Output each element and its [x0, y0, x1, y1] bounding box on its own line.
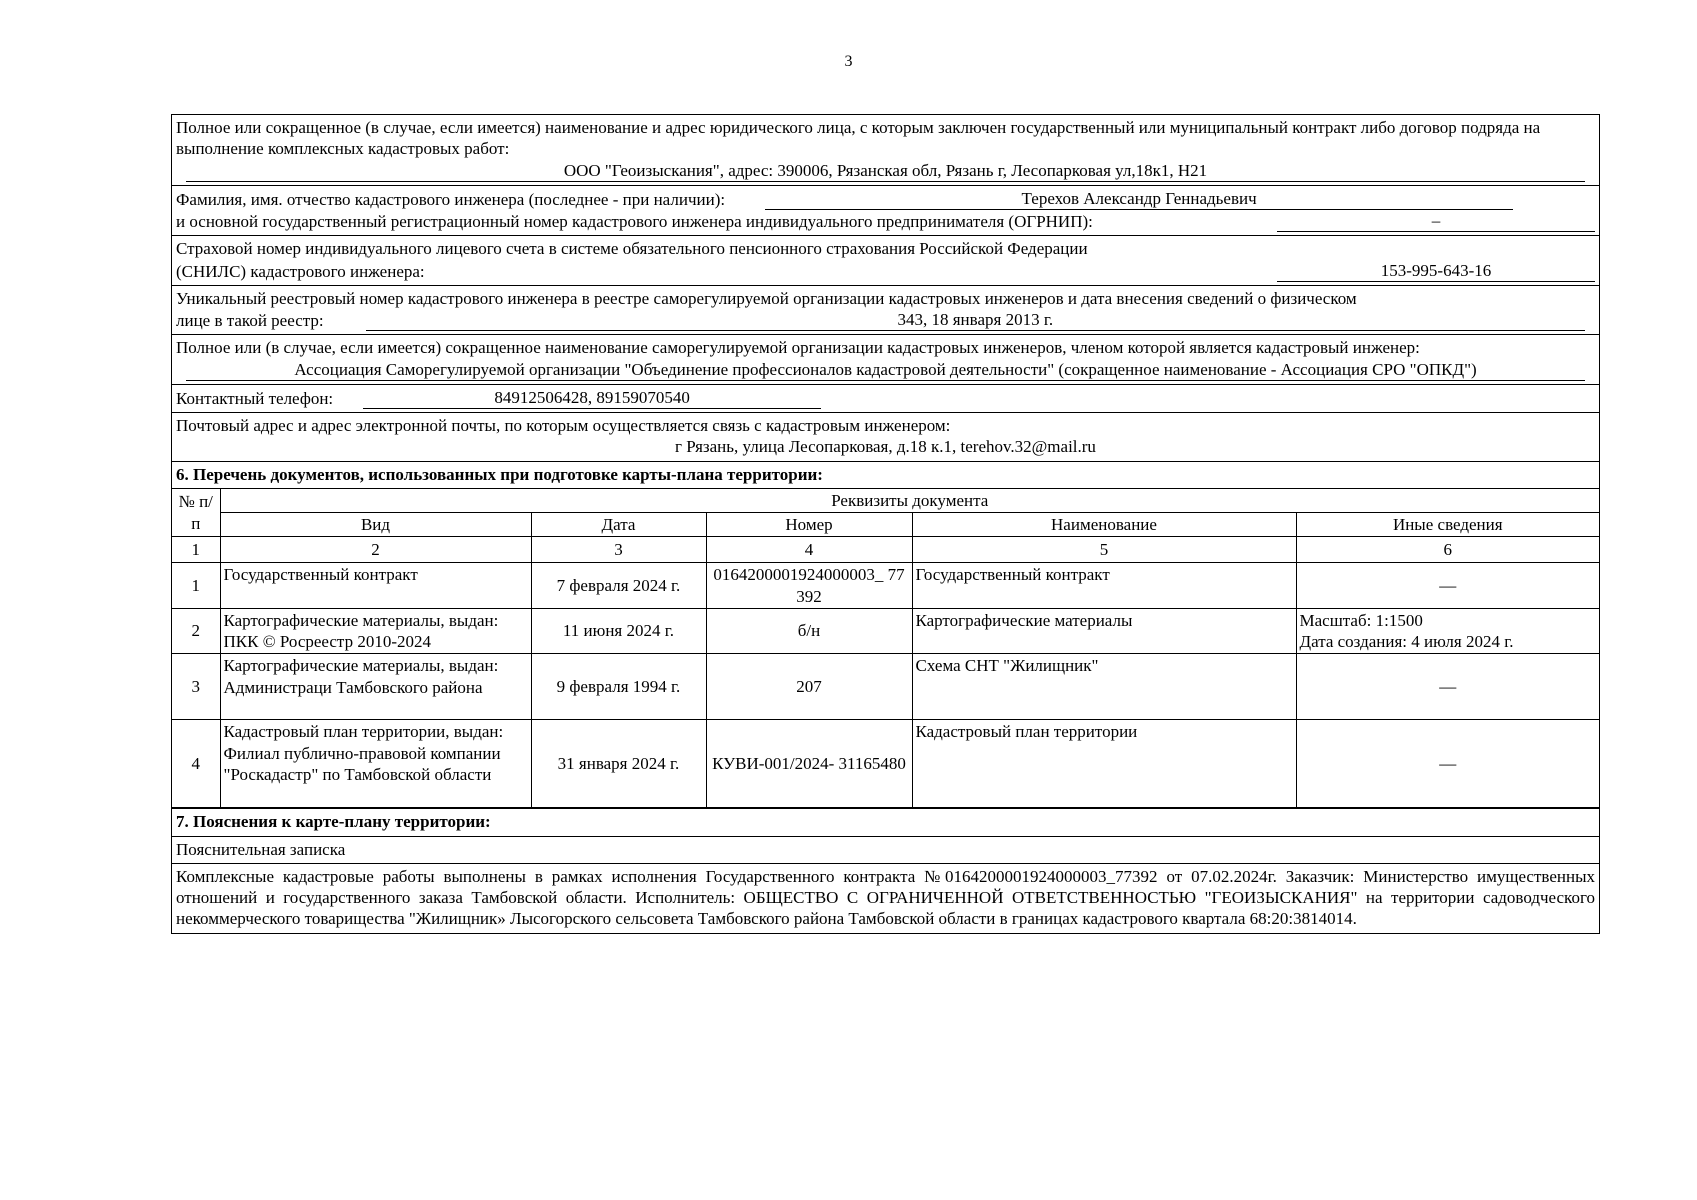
column-numbers-row — [172, 537, 1599, 563]
row-other: — — [1296, 654, 1599, 720]
row-name: Кадастровый план территории — [912, 720, 1296, 808]
requisites-header: Реквизиты документа — [220, 489, 1599, 513]
sro-value: Ассоциация Саморегулируемой организации "Объединение профессионалов кадастровой деятельности" (сокращенное наименование - Ассоциация СРО "ОПКД") — [186, 359, 1585, 381]
contract-party-value: ООО "Геоизыскания", адрес: 390006, Рязанская обл, Рязань г, Лесопарковая ул,18к1, Н21 — [186, 160, 1585, 182]
sro-label: Полное или (в случае, если имеется) сокращенное наименование саморегулируемой организации кадастровых инженеров, членом которой является кадастровый инженер: — [176, 338, 1420, 358]
col-number-cell: 2 — [220, 537, 531, 563]
snils-label-line2: (СНИЛС) кадастрового инженера: — [176, 261, 425, 281]
row-kind: Картографические материалы, выдан: Администраци Тамбовского района — [220, 654, 531, 720]
section6-title: 6. Перечень документов, использованных при подготовке карты-плана территории: — [172, 462, 1599, 489]
row-name: Схема СНТ "Жилищник" — [912, 654, 1296, 720]
row-number: 207 — [706, 654, 912, 720]
phone-value: 84912506428, 89159070540 — [363, 387, 821, 409]
table-row — [172, 654, 1599, 720]
table-row — [172, 563, 1599, 609]
col-number-cell: 3 — [531, 537, 706, 563]
row-kind: Государственный контракт — [220, 563, 531, 609]
documents-table — [172, 489, 1599, 809]
registry-label-line2: лице в такой реестр: — [176, 311, 324, 330]
row-date: 31 января 2024 г. — [531, 720, 706, 808]
section7-title: 7. Пояснения к карте-плану территории: — [172, 809, 1599, 836]
row-other — [1296, 608, 1599, 654]
phone-label: Контактный телефон: — [176, 388, 334, 408]
row-number: КУВИ-001/2024- 31165480 — [706, 720, 912, 808]
col-date-header: Дата — [531, 513, 706, 537]
table-row — [172, 720, 1599, 808]
row-number: 0164200001924000003_ 77392 — [706, 563, 912, 609]
row-num: 3 — [172, 654, 220, 720]
registry-label-line1: Уникальный реестровый номер кадастрового инженера в реестре саморегулируемой организации кадастровых инженеров и дата внесения сведений о физическом — [176, 288, 1357, 308]
snils-section — [172, 236, 1599, 286]
row-name: Государственный контракт — [912, 563, 1296, 609]
col-number-header: Номер — [706, 513, 912, 537]
snils-label-line1: Страховой номер индивидуального лицевого счета в системе обязательного пенсионного страхования Российской Федерации — [176, 239, 1088, 259]
row-kind: Кадастровый план территории, выдан: Филиал публично-правовой компании "Роскадастр" по Тамбовской области — [220, 720, 531, 808]
row-other: — — [1296, 563, 1599, 609]
address-section — [172, 413, 1599, 462]
row-other-scale: Масштаб: 1:1500 — [1299, 610, 1423, 630]
col-number-cell: 5 — [912, 537, 1296, 563]
row-other: — — [1296, 720, 1599, 808]
documents-table-wrap — [172, 489, 1599, 810]
row-other-created: Дата создания: 4 июля 2024 г. — [1299, 632, 1514, 651]
registry-value: 343, 18 января 2013 г. — [366, 309, 1585, 331]
table-header-row — [172, 489, 1599, 513]
col-number-cell: 6 — [1296, 537, 1599, 563]
ogrnip-value: – — [1277, 210, 1595, 232]
page-number: 3 — [844, 53, 853, 70]
col-number-cell: 4 — [706, 537, 912, 563]
engineer-name-value: Терехов Александр Геннадьевич — [765, 188, 1513, 210]
row-date: 9 февраля 1994 г. — [531, 654, 706, 720]
row-num: 2 — [172, 608, 220, 654]
table-subheader-row — [172, 513, 1599, 537]
ogrnip-label: и основной государственный регистрационный номер кадастрового инженера индивидуального предпринимателя (ОГРНИП): — [176, 212, 1093, 231]
snils-value: 153-995-643-16 — [1277, 260, 1595, 282]
col-num-header: № п/п — [172, 489, 220, 537]
row-date: 11 июня 2024 г. — [531, 608, 706, 654]
row-number: б/н — [706, 608, 912, 654]
section7-subtitle: Пояснительная записка — [172, 837, 1599, 864]
row-name: Картографические материалы — [912, 608, 1296, 654]
row-num: 4 — [172, 720, 220, 808]
row-num: 1 — [172, 563, 220, 609]
phone-section — [172, 385, 1599, 413]
col-name-header: Наименование — [912, 513, 1296, 537]
engineer-name-label: Фамилия, имя. отчество кадастрового инженера (последнее - при наличии): — [176, 189, 726, 209]
row-kind: Картографические материалы, выдан: ПКК © Росреестр 2010-2024 — [220, 608, 531, 654]
row-date: 7 февраля 2024 г. — [531, 563, 706, 609]
contract-party-label: Полное или сокращенное (в случае, если имеется) наименование и адрес юридического лица, с которым заключен государственный или муниципальный контракт либо договор подряда на выполнение комплексных кадастровых работ: — [176, 118, 1541, 159]
engineer-section — [172, 186, 1599, 237]
col-kind-header: Вид — [220, 513, 531, 537]
sro-section — [172, 335, 1599, 385]
col-number-cell: 1 — [172, 537, 220, 563]
explanatory-note-text: Комплексные кадастровые работы выполнены в рамках исполнения Государственного контракта №0164200001924000003_77392 от 07.02.2024г. Заказчик: Министерство имущественных отношений и государственного заказа Тамбовской области. Исполнитель: ОБЩЕСТВО С ОГРАНИЧЕННОЙ ОТВЕТСТВЕННОСТЬЮ "ГЕОИЗЫСКАНИЯ" на территории садоводческого некоммерческого товарищества "Жилищник» Лысогорского сельсовета Тамбовского района Тамбовской области в границах кадастрового квартала 68:20:3814014. — [176, 866, 1595, 929]
col-other-header: Иные сведения — [1296, 513, 1599, 537]
address-value: г Рязань, улица Лесопарковая, д.18 к.1, terehov.32@mail.ru — [675, 437, 1096, 457]
address-label: Почтовый адрес и адрес электронной почты, по которым осуществляется связь с кадастровым инженером: — [176, 416, 951, 435]
contract-party-section — [172, 115, 1599, 186]
table-row — [172, 608, 1599, 654]
registry-section — [172, 286, 1599, 336]
document-form — [171, 114, 1600, 934]
